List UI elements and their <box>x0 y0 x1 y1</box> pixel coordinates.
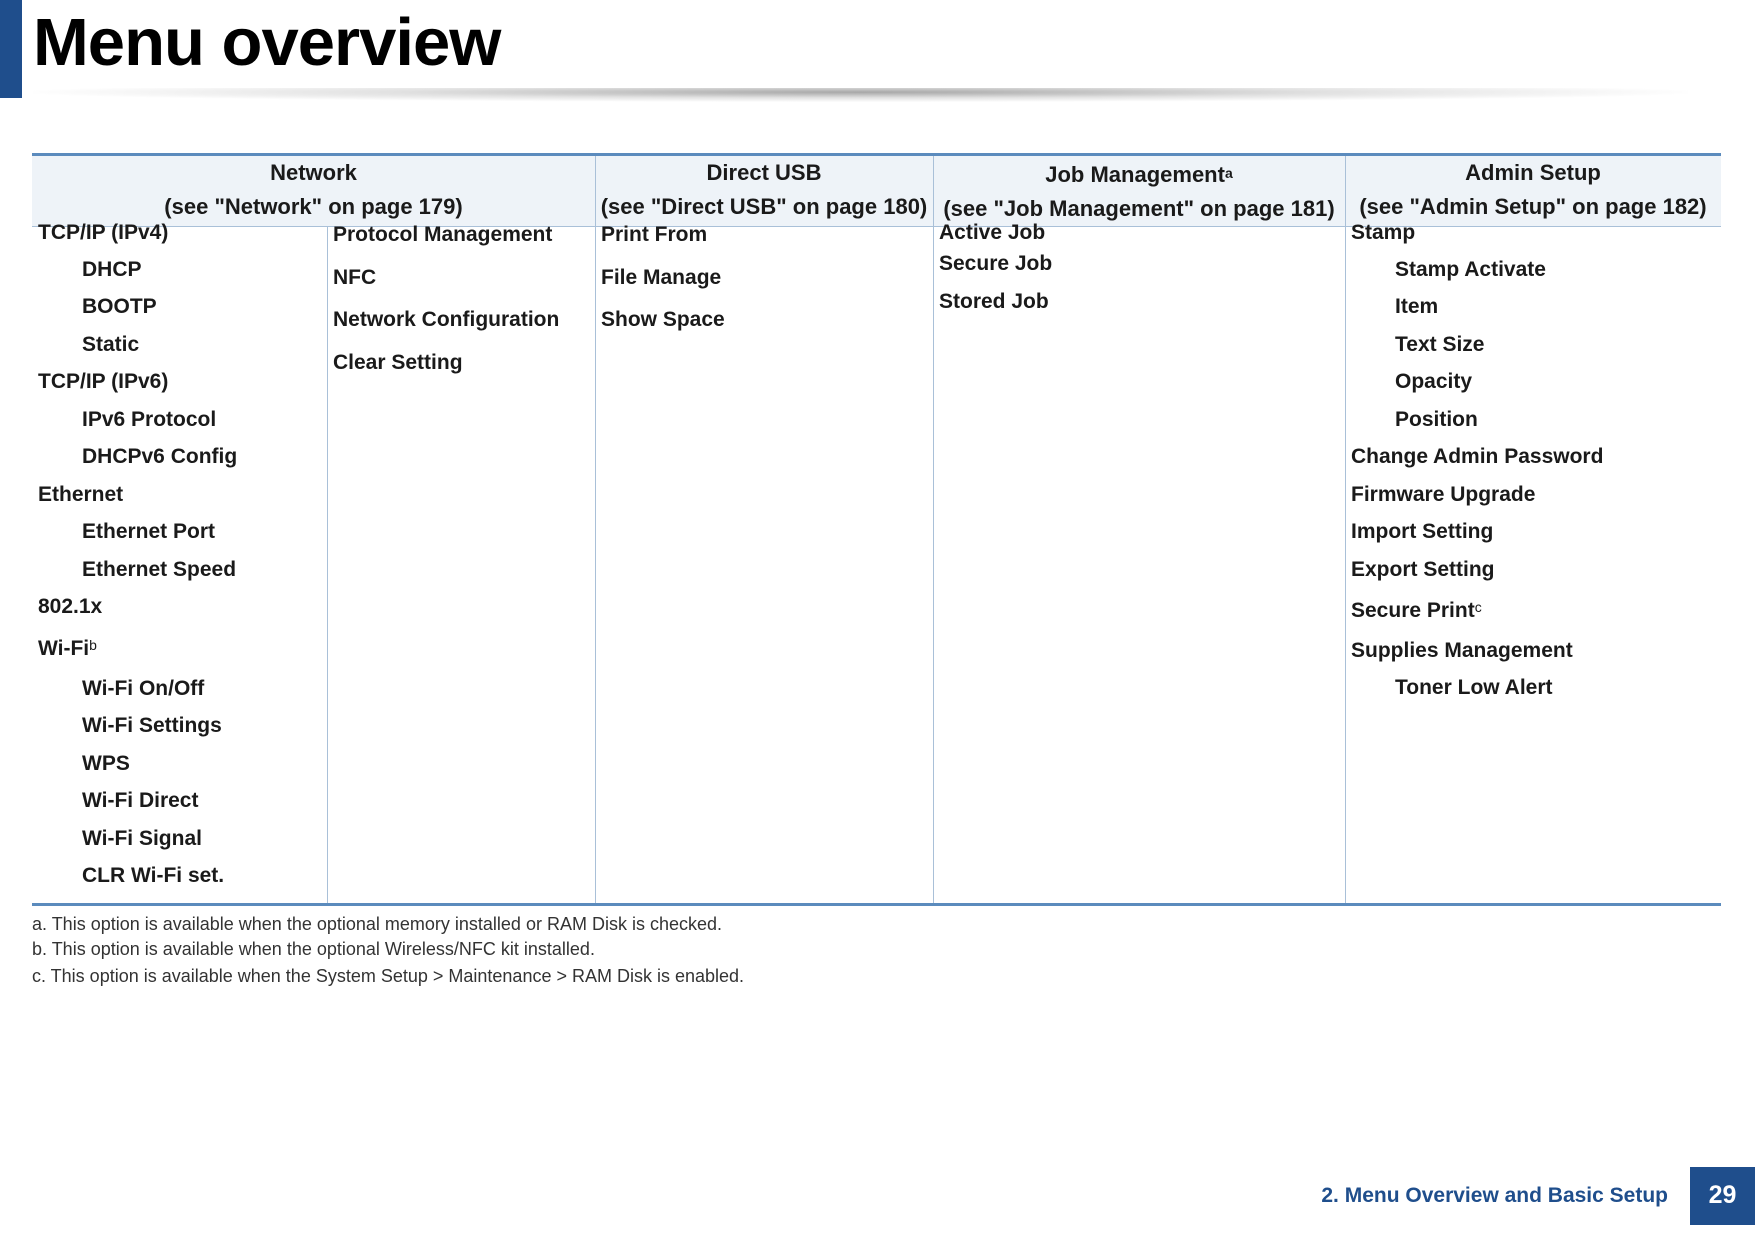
header-network-ref: (see "Network" on page 179) <box>164 194 463 219</box>
footnote-c: c. This option is available when the System Setup > Maintenance > RAM Disk is enabled. <box>32 966 745 986</box>
header-direct-usb-ref: (see "Direct USB" on page 180) <box>600 194 928 219</box>
list-item: Ethernet <box>38 483 124 506</box>
column-divider <box>327 226 328 903</box>
list-item: WPS <box>82 752 130 775</box>
footnote-b: b. This option is available when the optional Wireless/NFC kit installed. <box>32 939 595 959</box>
header-network-title: Network <box>270 160 357 185</box>
list-item: Protocol Management <box>333 223 553 246</box>
list-item: Stamp <box>1351 221 1416 244</box>
list-item: Secure Job <box>939 252 1053 275</box>
list-item: Text Size <box>1395 333 1485 356</box>
list-item: Active Job <box>939 221 1046 244</box>
list-item: Stamp Activate <box>1395 258 1546 281</box>
list-item: TCP/IP (IPv6) <box>38 370 169 393</box>
list-item: DHCP <box>82 258 142 281</box>
footnote-a: a. This option is available when the optional memory installed or RAM Disk is checked. <box>32 914 722 934</box>
column-divider <box>933 156 934 903</box>
header-admin-setup-title: Admin Setup <box>1465 160 1601 185</box>
list-item: Clear Setting <box>333 351 463 374</box>
list-item: IPv6 Protocol <box>82 408 217 431</box>
list-item: Export Setting <box>1351 558 1495 581</box>
header-network <box>32 156 595 226</box>
list-item: Wi-Fi$^b$ <box>38 637 97 660</box>
list-item: Wi-Fi On/Off <box>82 677 205 700</box>
footnote-marker-c: c <box>1474 599 1482 615</box>
column-divider <box>1345 156 1346 903</box>
footnote-marker-b: b <box>89 637 97 653</box>
list-item: Wi-Fi Direct <box>82 789 199 812</box>
list-item: NFC <box>333 266 377 289</box>
footnote-marker-a: a <box>1224 165 1233 181</box>
page-number-badge: 29 <box>1690 1167 1755 1225</box>
list-item: CLR Wi-Fi set. <box>82 864 225 887</box>
list-item: Ethernet Speed <box>82 558 237 581</box>
page-title: Menu overview <box>33 5 501 80</box>
menu-overview-table <box>32 153 1721 906</box>
list-item: DHCPv6 Config <box>82 445 238 468</box>
list-item: Import Setting <box>1351 520 1494 543</box>
title-accent-bar <box>0 0 22 98</box>
column-divider <box>595 156 596 903</box>
header-job-management-title: Job Management <box>1045 162 1225 187</box>
title-underline <box>33 88 1688 102</box>
header-direct-usb-title: Direct USB <box>706 160 822 185</box>
table-header-row <box>32 156 1721 227</box>
list-item: Toner Low Alert <box>1395 676 1553 699</box>
list-item: Static <box>82 333 140 356</box>
list-item: Ethernet Port <box>82 520 216 543</box>
list-item: TCP/IP (IPv4) <box>38 221 169 244</box>
list-item: Opacity <box>1395 370 1473 393</box>
list-item: File Manage <box>601 266 722 289</box>
footer-section-link[interactable]: 2. Menu Overview and Basic Setup <box>1321 1184 1668 1207</box>
header-job-management-ref: (see "Job Management" on page 181) <box>943 196 1335 221</box>
list-item: Wi-Fi Settings <box>82 714 222 737</box>
list-item: Secure Print$^c$ <box>1351 599 1482 622</box>
header-direct-usb <box>595 156 933 226</box>
list-item: Show Space <box>601 308 725 331</box>
list-item: Network Configuration <box>333 308 560 331</box>
list-item: Change Admin Password <box>1351 445 1604 468</box>
list-item: Item <box>1395 295 1439 318</box>
header-admin-setup-ref: (see "Admin Setup" on page 182) <box>1359 194 1707 219</box>
list-item: Print From <box>601 223 708 246</box>
list-item: Wi-Fi Signal <box>82 827 202 850</box>
list-item: Firmware Upgrade <box>1351 483 1536 506</box>
list-item: 802.1x <box>38 595 103 618</box>
header-job-management <box>933 156 1345 226</box>
list-item: Supplies Management <box>1351 639 1573 662</box>
list-item: Position <box>1395 408 1478 431</box>
list-item: Stored Job <box>939 290 1049 313</box>
list-item: BOOTP <box>82 295 157 318</box>
header-admin-setup <box>1345 156 1721 226</box>
